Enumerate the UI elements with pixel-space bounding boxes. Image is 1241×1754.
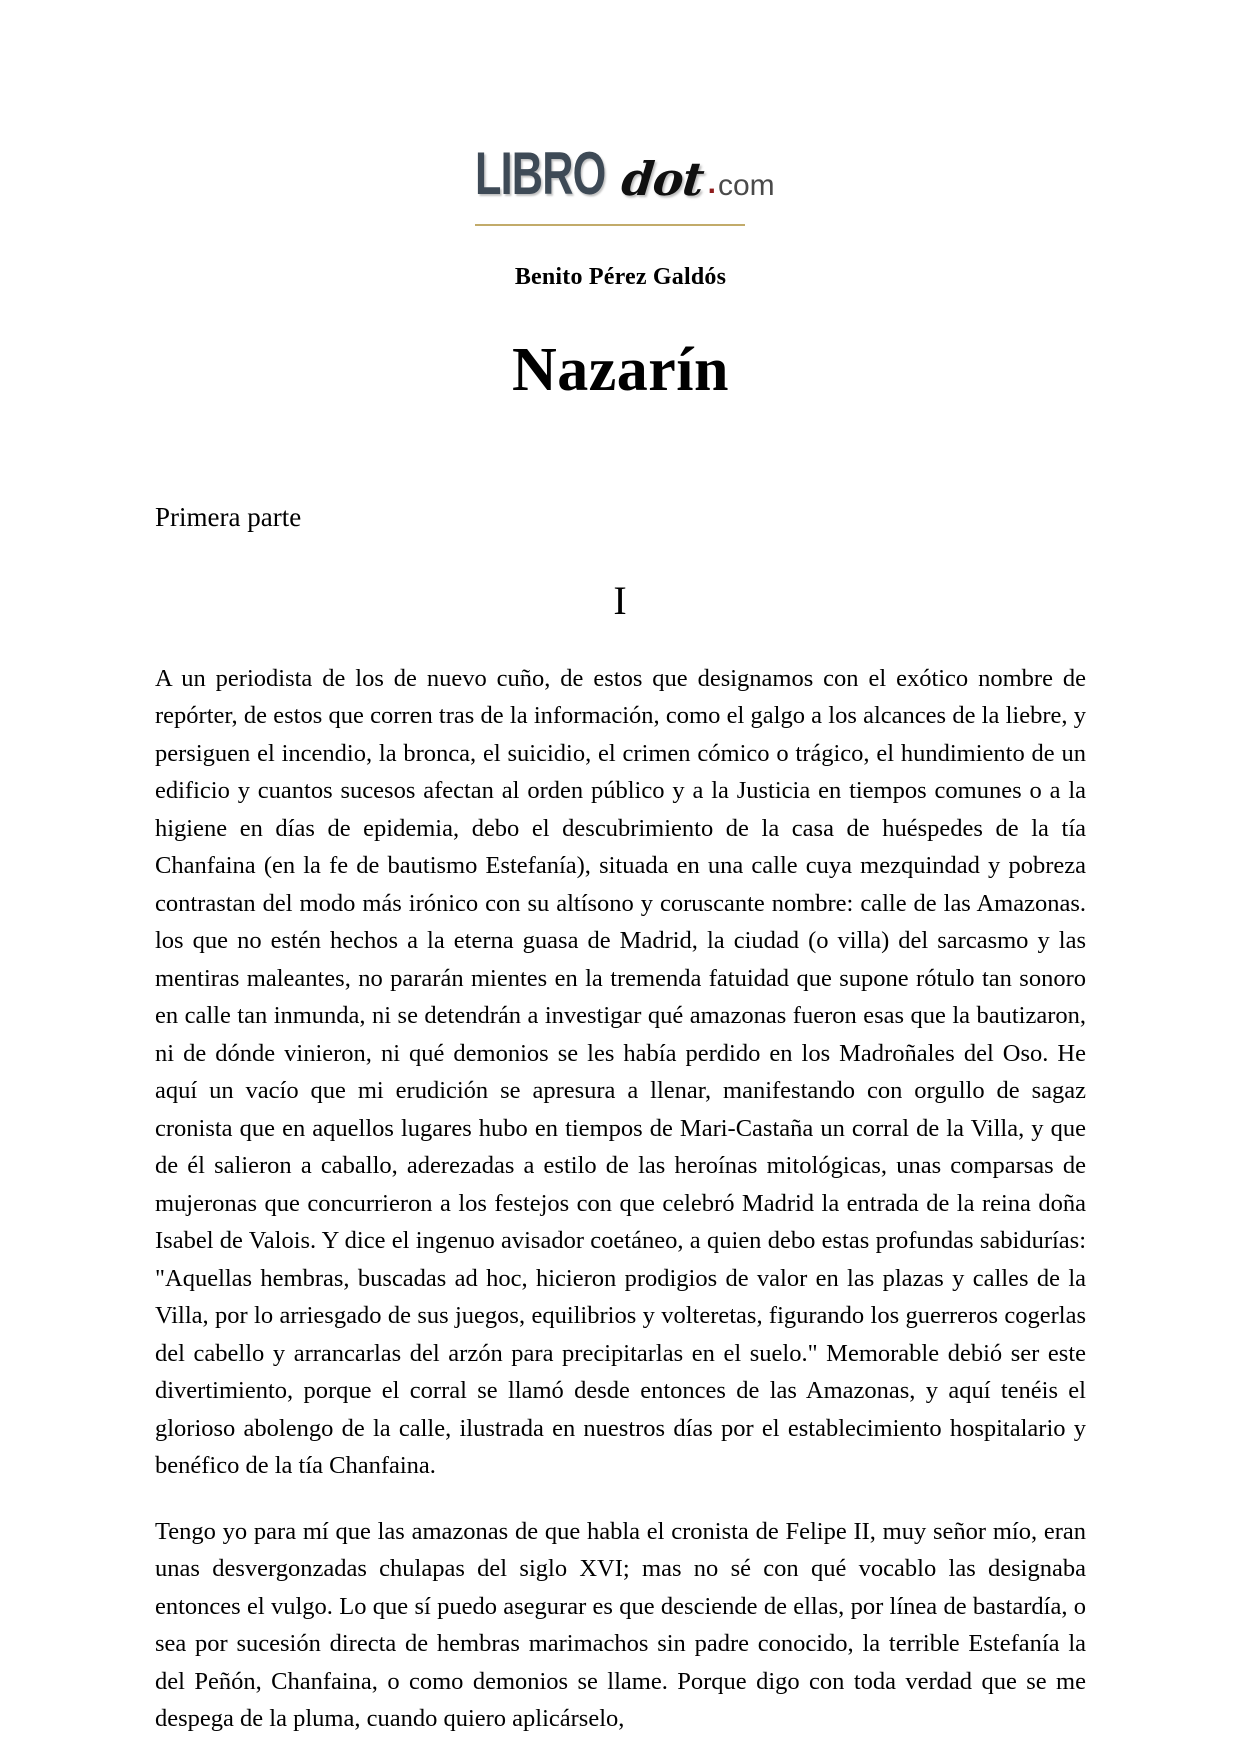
book-author: Benito Pérez Galdós xyxy=(514,264,727,290)
body-paragraph: A un periodista de los de nuevo cuño, de estos que designamos con el exótico nombre de repórter, de estos que corren tras de la información, como el galgo a los alcances de la liebre, y persiguen el incendio, la bronca, el suicidio, el crimen cómico o trágico, el hundimiento de un edificio y cuantos sucesos afectan al orden público y a la Justicia en tiempos comunes o a la higiene en días de epidemia, debo el descubrimiento de la casa de huéspedes de la tía Chanfaina (en la fe de bautismo Estefanía), situada en una calle cuya mezquindad y pobreza contrastan del modo más irónico con su altísono y coruscante nombre: calle de las Amazonas. los que no estén hechos a la eterna guasa de Madrid, la ciudad (o villa) del sarcasmo y las mentiras maleantes, no pararán mientes en la tremenda fatuidad que supone rótulo tan sonoro en calle tan inmunda, ni se detendrán a investigar qué amazonas fueron esas que la bautizaron, ni de dónde vinieron, ni qué demonios se les había perdido en los Madroñales del Oso. He aquí un vacío que mi erudición se apresura a llenar, manifestando con orgullo de sagaz cronista que en aquellos lugares hubo en tiempos de Mari-Castaña un corral de la Villa, y que de él salieron a caballo, aderezadas a estilo de las heroínas mitológicas, unas comparsas de mujeronas que concurrieron a los festejos con que celebró Madrid la entrada de la reina doña Isabel de Valois. Y dice el ingenuo avisador coetáneo, a quien debo estas profundas sabidurías: "Aquellas hembras, buscadas ad hoc, hicieron prodigios de valor en las plazas y calles de la Villa, por lo arriesgado de sus juegos, equilibrios y volteretas, figurando los guerreros cogerlas del cabello y arrancarlas del arzón para precipitarlas en el suelo." Memorable debió ser este divertimiento, porque el corral se llamó desde entonces de las Amazonas, y aquí tenéis el glorioso abolengo de la calle, ilustrada en nuestros días por el establecimiento hospitalario y benéfico de la tía Chanfaina. xyxy=(155,665,1086,1480)
logo-wordmark xyxy=(474,140,775,212)
logo-dot-script-text: dot xyxy=(618,152,706,206)
site-masthead xyxy=(0,0,1241,226)
logo-separator-dot-icon: . xyxy=(707,167,716,200)
part-label: Primera parte xyxy=(155,502,302,532)
librodot-logo[interactable] xyxy=(474,140,775,226)
body-paragraph: Tengo yo para mí que las amazonas de que habla el cronista de Felipe II, muy señor mío, eran unas desvergonzadas chulapas del siglo XVI; mas no sé con qué vocablo las designaba entonces el vulgo. Lo que sí puedo asegurar es que desciende de ellas, por línea de bastardía, o sea por sucesión directa de hembras marimachos sin padre conocido, la terrible Estefanía la del Peñón, Chanfaina, o como demonios se llame. Porque digo con toda verdad que se me despega de la pluma, cuando quiero aplicárselo, xyxy=(155,1517,1086,1733)
book-title: Nazarín xyxy=(511,336,730,404)
logo-divider-rule xyxy=(475,224,745,226)
chapter-number: I xyxy=(613,578,628,623)
logo-tld-text: com xyxy=(717,169,775,202)
logo-libro-text: LIBRO xyxy=(474,140,605,208)
document-content xyxy=(0,502,1241,1738)
